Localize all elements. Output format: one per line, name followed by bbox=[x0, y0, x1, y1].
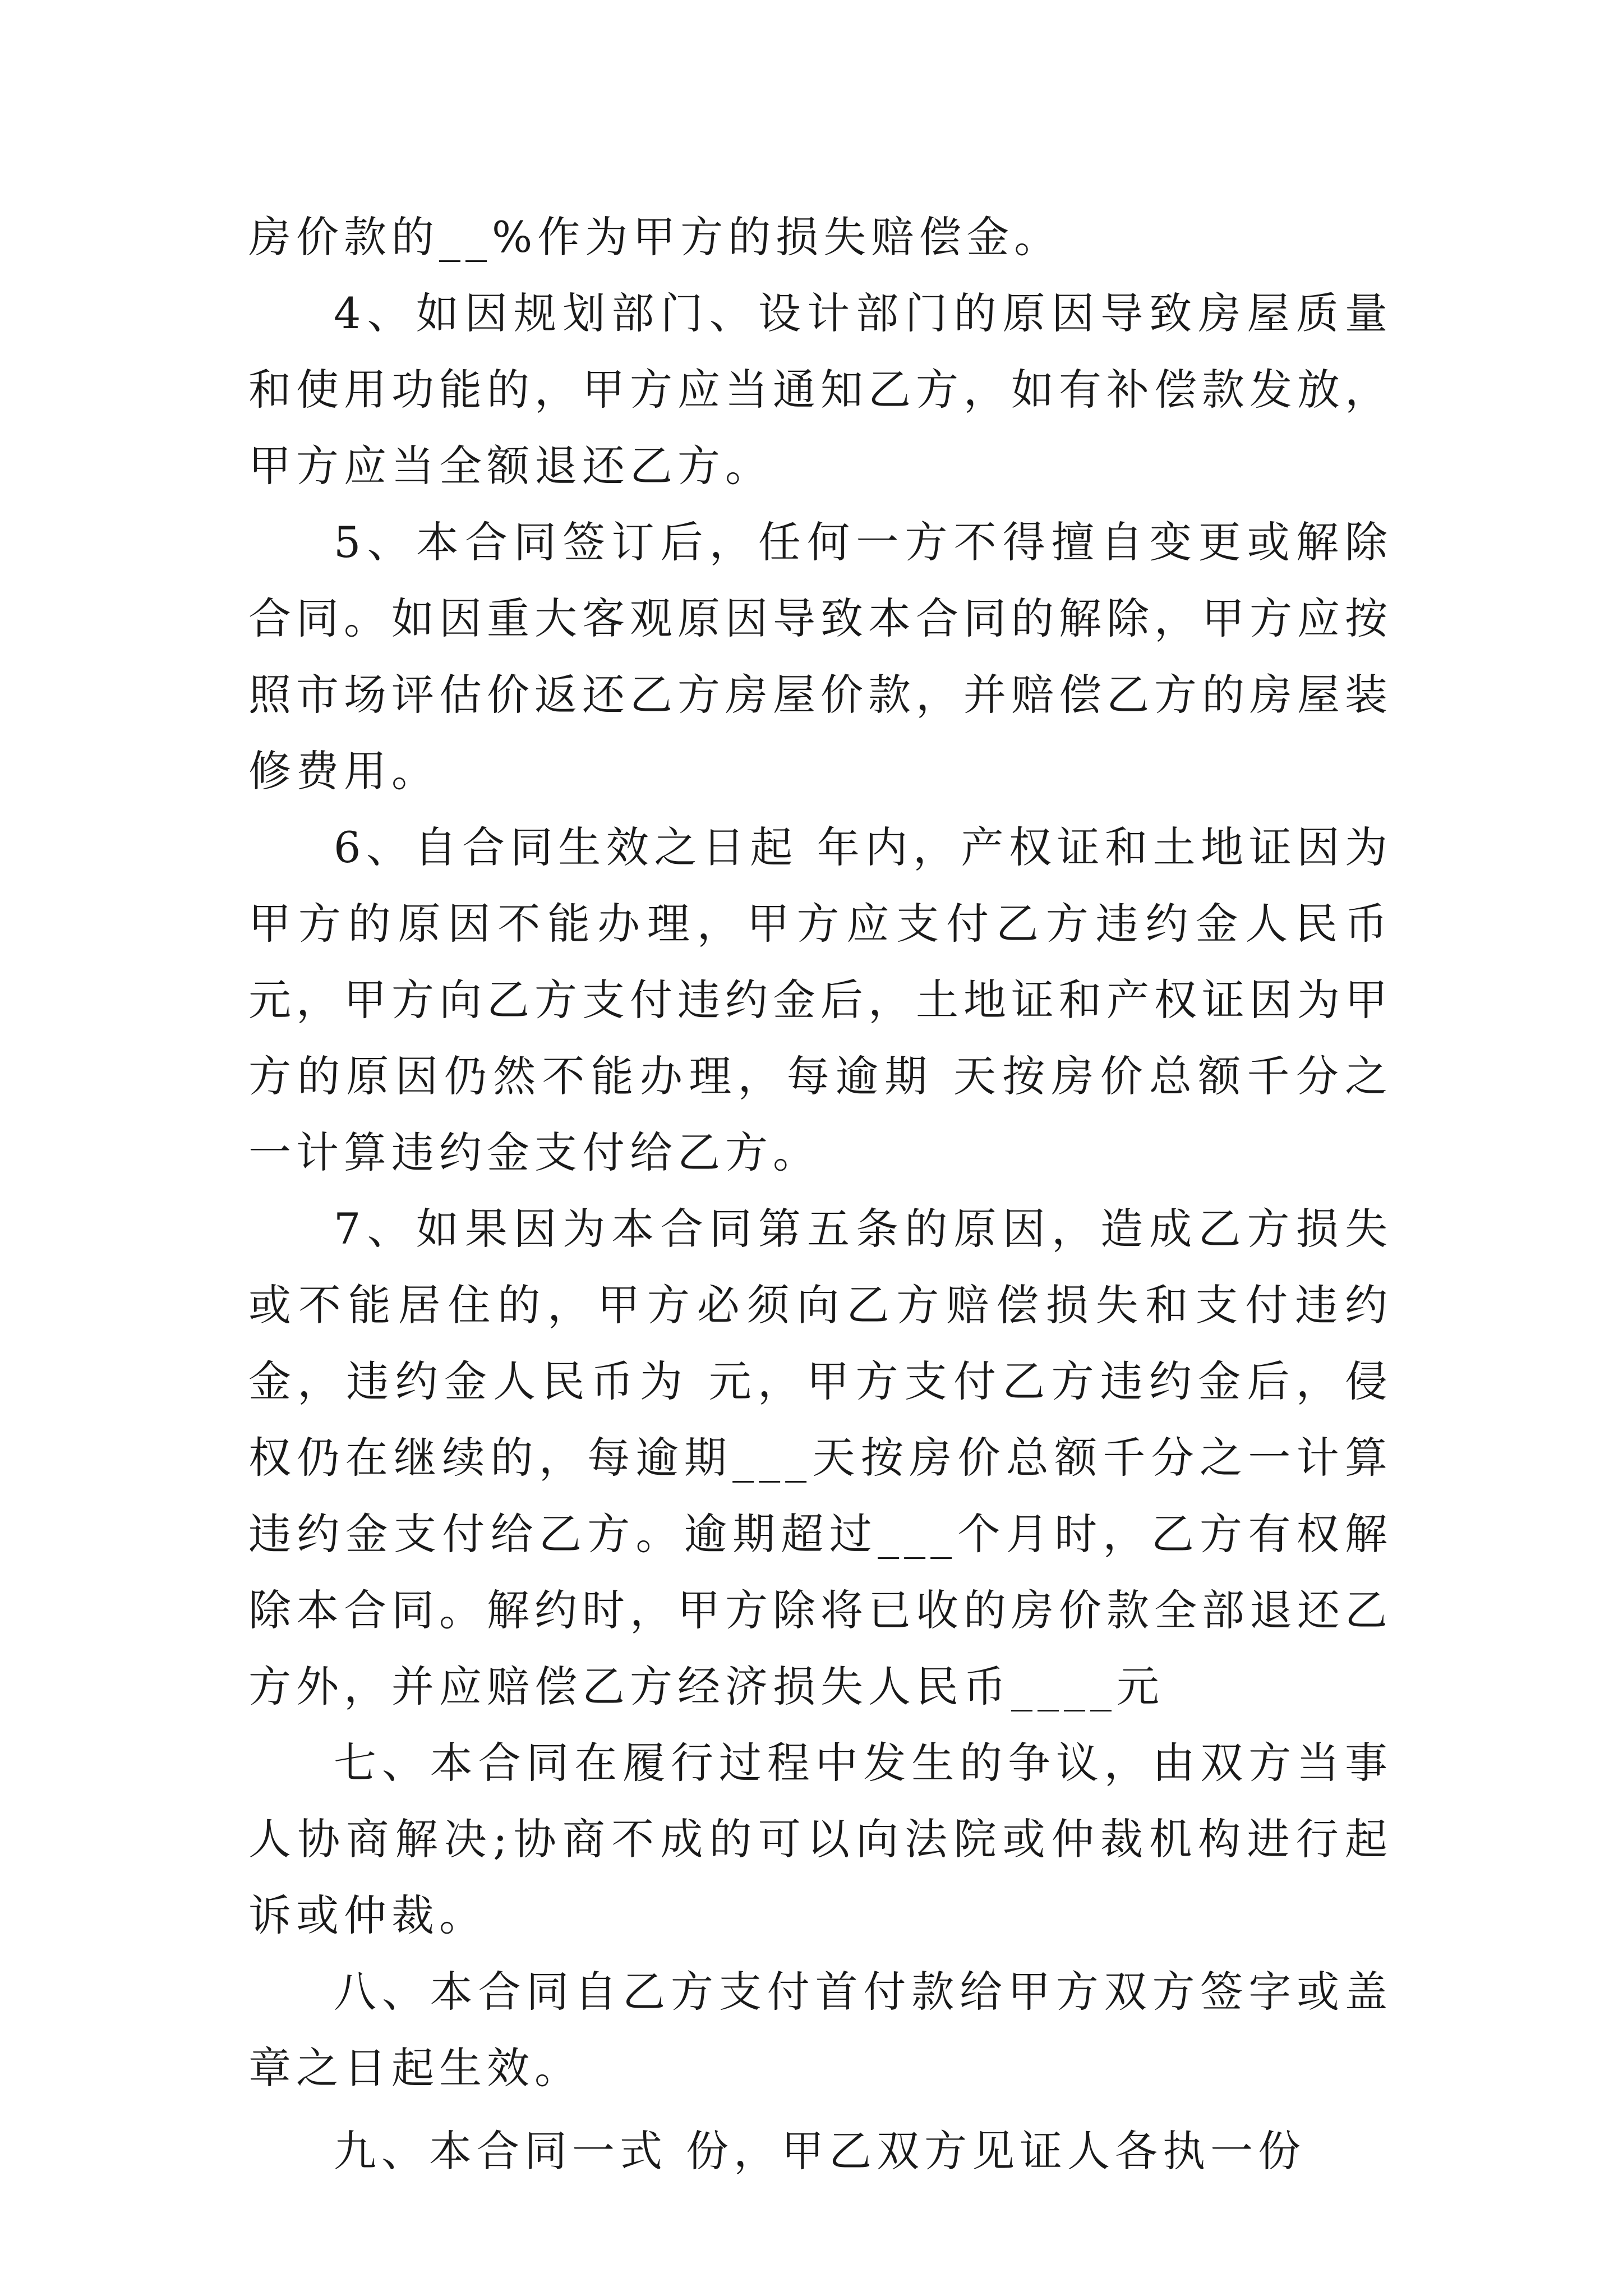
paragraph-clause-5: 5、本合同签订后，任何一方不得擅自变更或解除合同。如因重大客观原因导致本合同的解除，甲方应按照市场评估价返还乙方房屋价款，并赔偿乙方的房屋装修费用。 bbox=[248, 517, 1393, 796]
paragraph-clause-4: 4、如因规划部门、设计部门的原因导致房屋质量和使用功能的，甲方应当通知乙方，如有补偿款发放，甲方应当全额退还乙方。 bbox=[248, 288, 1393, 491]
paragraph-article-9: 九、本合同一式 份，甲乙双方见证人各执一份 bbox=[334, 2126, 1306, 2176]
paragraph-clause-6: 6、自合同生效之日起 年内，产权证和土地证因为甲方的原因不能办理，甲方应支付乙方违约金人民币 元，甲方向乙方支付违约金后，土地证和产权证因为甲方的原因仍然不能办理，每逾期 天按房价总额千分之一计算违约金支付给乙方。 bbox=[248, 822, 1393, 1177]
document-body bbox=[248, 199, 1393, 2189]
paragraph-clause-7: 7、如果因为本合同第五条的原因，造成乙方损失或不能居住的，甲方必须向乙方赔偿损失和支付违约金，违约金人民币为 元，甲方支付乙方违约金后，侵权仍在继续的，每逾期___天按房价总额千分之一计算违约金支付给乙方。逾期超过___个月时，乙方有权解除本合同。解约时，甲方除将已收的房价款全部退还乙方外，并应赔偿乙方经济损失人民币____元 bbox=[248, 1204, 1393, 1711]
paragraph-article-7: 七、本合同在履行过程中发生的争议，由双方当事人协商解决;协商不成的可以向法院或仲裁机构进行起诉或仲裁。 bbox=[248, 1738, 1393, 1940]
paragraph-continuation: 房价款的__%作为甲方的损失赔偿金。 bbox=[248, 212, 1062, 262]
paragraph-article-8: 八、本合同自乙方支付首付款给甲方双方签字或盖章之日起生效。 bbox=[248, 1967, 1393, 2093]
